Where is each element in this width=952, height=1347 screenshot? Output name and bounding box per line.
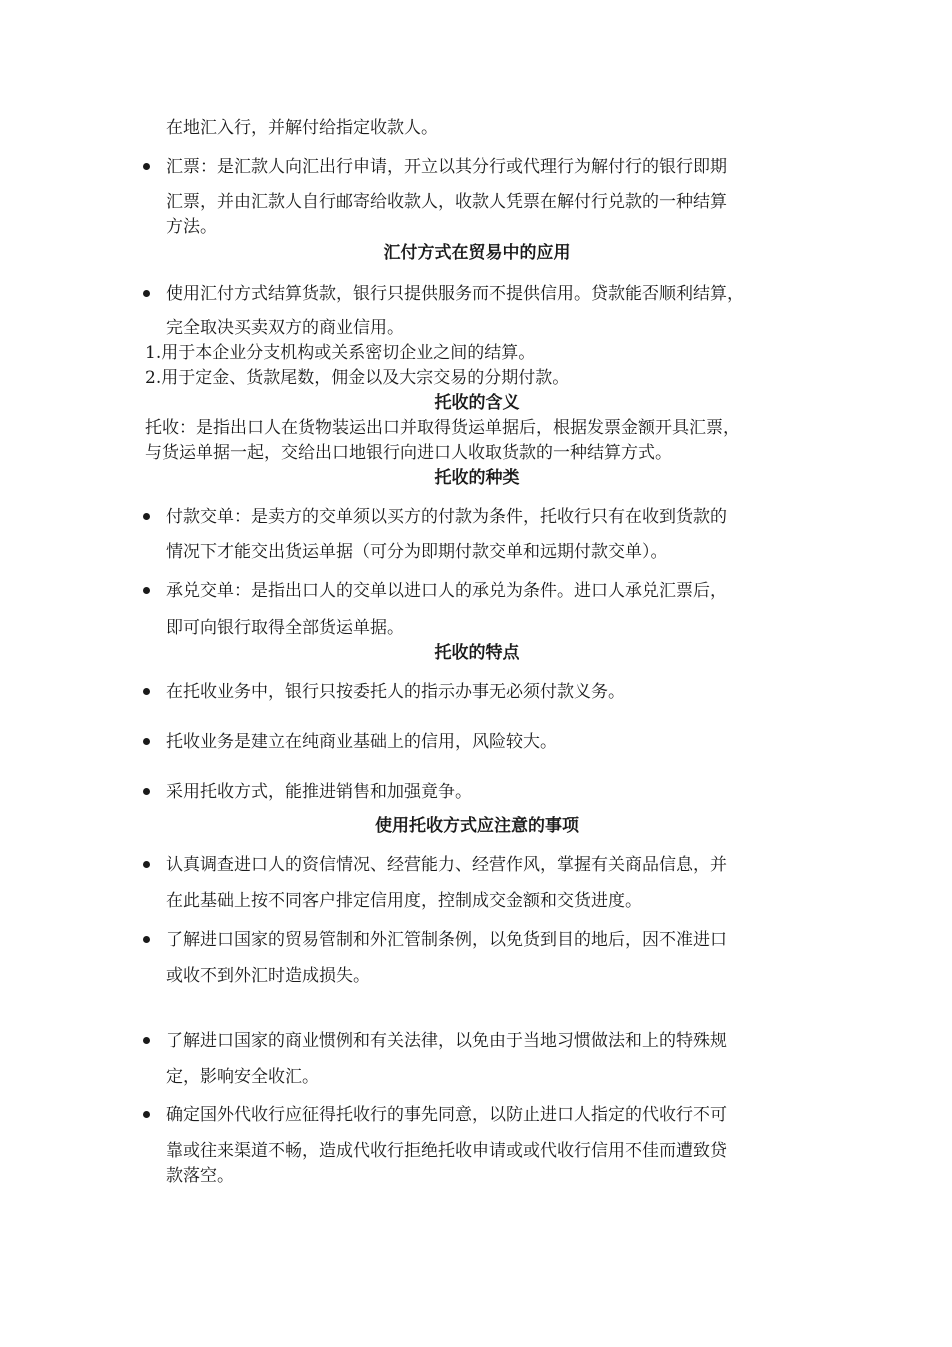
body-text-line: 与货运单据一起，交给出口地银行向进口人收取货款的一种结算方式。 <box>145 443 672 463</box>
bullet-dot <box>143 290 150 297</box>
bullet-text-line: 认真调查进口人的资信情况、经营能力、经营作风，掌握有关商品信息，并 <box>166 855 727 875</box>
bullet-dot <box>143 861 150 868</box>
section-heading: 汇付方式在贸易中的应用 <box>383 243 571 263</box>
bullet-text-line: 汇票：是汇款人向汇出行申请，开立以其分行或代理行为解付行的银行即期 <box>166 157 727 177</box>
bullet-dot <box>143 1037 150 1044</box>
bullet-text-line: 使用汇付方式结算货款，银行只提供服务而不提供信用。贷款能否顺利结算， <box>166 284 744 304</box>
numbered-item: 1.用于本企业分支机构或关系密切企业之间的结算。 <box>145 343 536 363</box>
section-heading: 托收的特点 <box>434 643 520 663</box>
bullet-text-line: 或收不到外汇时造成损失。 <box>166 966 370 986</box>
bullet-text-line: 完全取决买卖双方的商业信用。 <box>166 318 404 338</box>
section-heading: 使用托收方式应注意的事项 <box>375 816 579 836</box>
bullet-dot <box>143 513 150 520</box>
bullet-text-line: 定，影响安全收汇。 <box>166 1067 319 1087</box>
bullet-text-line: 了解进口国家的贸易管制和外汇管制条例，以免货到目的地后，因不准进口 <box>166 930 727 950</box>
section-heading: 托收的含义 <box>434 393 520 413</box>
bullet-text-line: 采用托收方式，能推进销售和加强竟争。 <box>166 782 472 802</box>
bullet-text-line: 方法。 <box>166 217 217 237</box>
bullet-text-line: 汇票，并由汇款人自行邮寄给收款人，收款人凭票在解付行兑款的一种结算 <box>166 192 727 212</box>
section-heading: 托收的种类 <box>434 468 520 488</box>
bullet-dot <box>143 738 150 745</box>
bullet-text-line: 在此基础上按不同客户排定信用度，控制成交金额和交货进度。 <box>166 891 642 911</box>
bullet-text-line: 靠或往来渠道不畅，造成代收行拒绝托收申请或或代收行信用不佳而遭致贷 <box>166 1141 727 1161</box>
bullet-text-line: 款落空。 <box>166 1166 234 1186</box>
bullet-dot <box>143 788 150 795</box>
bullet-text-line: 托收业务是建立在纯商业基础上的信用，风险较大。 <box>166 732 557 752</box>
bullet-text-line: 了解进口国家的商业惯例和有关法律，以免由于当地习惯做法和上的特殊规 <box>166 1031 727 1051</box>
bullet-dot <box>143 1111 150 1118</box>
bullet-text-line: 在托收业务中，银行只按委托人的指示办事无必须付款义务。 <box>166 682 625 702</box>
bullet-text-line: 确定国外代收行应征得托收行的事先同意，以防止进口人指定的代收行不可 <box>166 1105 727 1125</box>
numbered-item: 2.用于定金、货款尾数，佣金以及大宗交易的分期付款。 <box>145 368 570 388</box>
body-text-line: 在地汇入行，并解付给指定收款人。 <box>166 118 438 138</box>
bullet-dot <box>143 163 150 170</box>
bullet-text-line: 情况下才能交出货运单据（可分为即期付款交单和远期付款交单）。 <box>166 542 668 562</box>
bullet-text-line: 即可向银行取得全部货运单据。 <box>166 618 404 638</box>
bullet-text-line: 承兑交单：是指出口人的交单以进口人的承兑为条件。进口人承兑汇票后， <box>166 581 727 601</box>
bullet-dot <box>143 688 150 695</box>
bullet-dot <box>143 936 150 943</box>
bullet-dot <box>143 587 150 594</box>
body-text-line: 托收：是指出口人在货物装运出口并取得货运单据后，根据发票金额开具汇票， <box>145 418 740 438</box>
bullet-text-line: 付款交单：是卖方的交单须以买方的付款为条件，托收行只有在收到货款的 <box>166 507 727 527</box>
